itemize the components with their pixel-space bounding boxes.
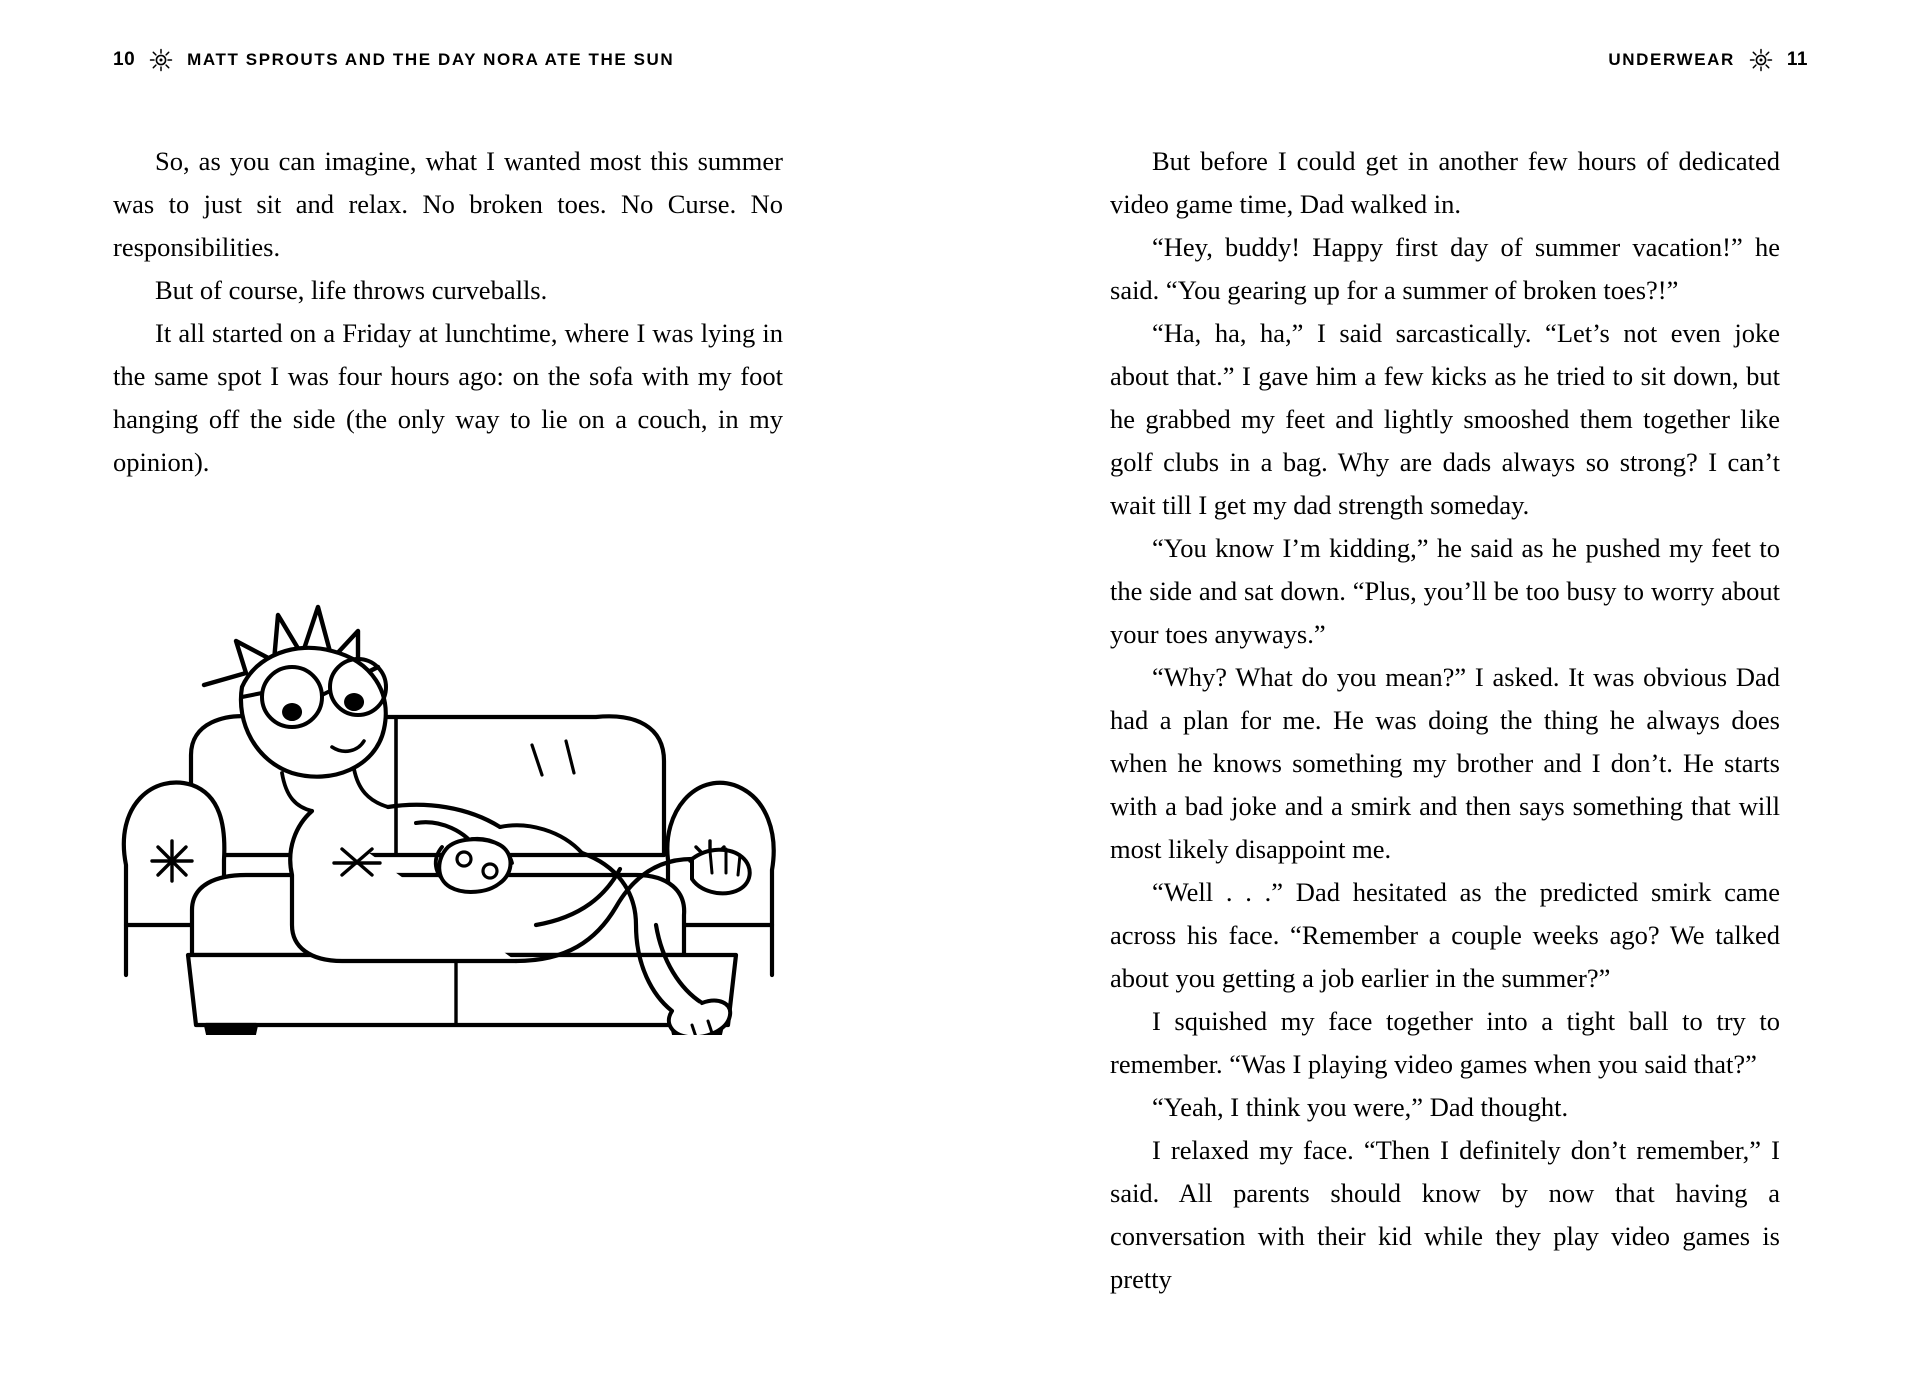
sun-icon	[1749, 48, 1773, 72]
running-head-left-title: MATT SPROUTS AND THE DAY NORA ATE THE SUN	[187, 50, 675, 69]
paragraph: I squished my face together into a tight ball to try to remember. “Was I playing video games when you said that?”	[1110, 1006, 1780, 1079]
paragraph: So, as you can imagine, what I wanted most this summer was to just sit and relax. No broken toes. No Curse. No responsibilities.	[113, 146, 783, 262]
paragraph: “Why? What do you mean?” I asked. It was obvious Dad had a plan for me. He was doing the thing he always does when he knows something my brother and I don’t. He starts with a bad joke and a smirk and then says something that will most likely disappoint me.	[1110, 662, 1780, 864]
paragraph: But before I could get in another few hours of dedicated video game time, Dad walked in.	[1110, 146, 1780, 219]
sun-icon	[149, 48, 173, 72]
paragraph: It all started on a Friday at lunchtime, where I was lying in the same spot I was four hours ago: on the sofa with my foot hanging off the side (the only way to lie on a couch, in my opinion).	[113, 318, 783, 477]
running-head-right-title: UNDERWEAR	[1608, 50, 1735, 69]
paragraph: But of course, life throws curveballs.	[155, 275, 548, 305]
running-head-right	[1608, 48, 1808, 72]
paragraph: “Hey, buddy! Happy first day of summer vacation!” he said. “You gearing up for a summer of broken toes?!”	[1110, 232, 1780, 305]
page-number-left: 10	[113, 49, 136, 70]
paragraph: “Ha, ha, ha,” I said sarcastically. “Let’s not even joke about that.” I gave him a few kicks as he tried to sit down, but he grabbed my feet and lightly smooshed them together like golf clubs in a bag. Why are dads always so strong? I can’t wait till I get my dad strength someday.	[1110, 318, 1780, 520]
paragraph: “Yeah, I think you were,” Dad thought.	[1152, 1092, 1569, 1122]
paragraph: “Well . . .” Dad hesitated as the predicted smirk came across his face. “Remember a couple weeks ago? We talked about you getting a job earlier in the summer?”	[1110, 877, 1780, 993]
paragraph: I relaxed my face. “Then I definitely don’t remember,” I said. All parents should know by now that having a conversation with their kid while they play video games is pretty	[1110, 1135, 1780, 1294]
running-head-left	[113, 48, 674, 72]
left-page-text-column	[113, 140, 783, 484]
paragraph: “You know I’m kidding,” he said as he pushed my feet to the side and sat down. “Plus, you’ll be too busy to worry about your toes anyways.”	[1110, 533, 1780, 649]
right-page-text-column	[1110, 140, 1780, 1301]
sofa-illustration	[96, 455, 796, 1035]
page-number-right: 11	[1786, 49, 1808, 70]
